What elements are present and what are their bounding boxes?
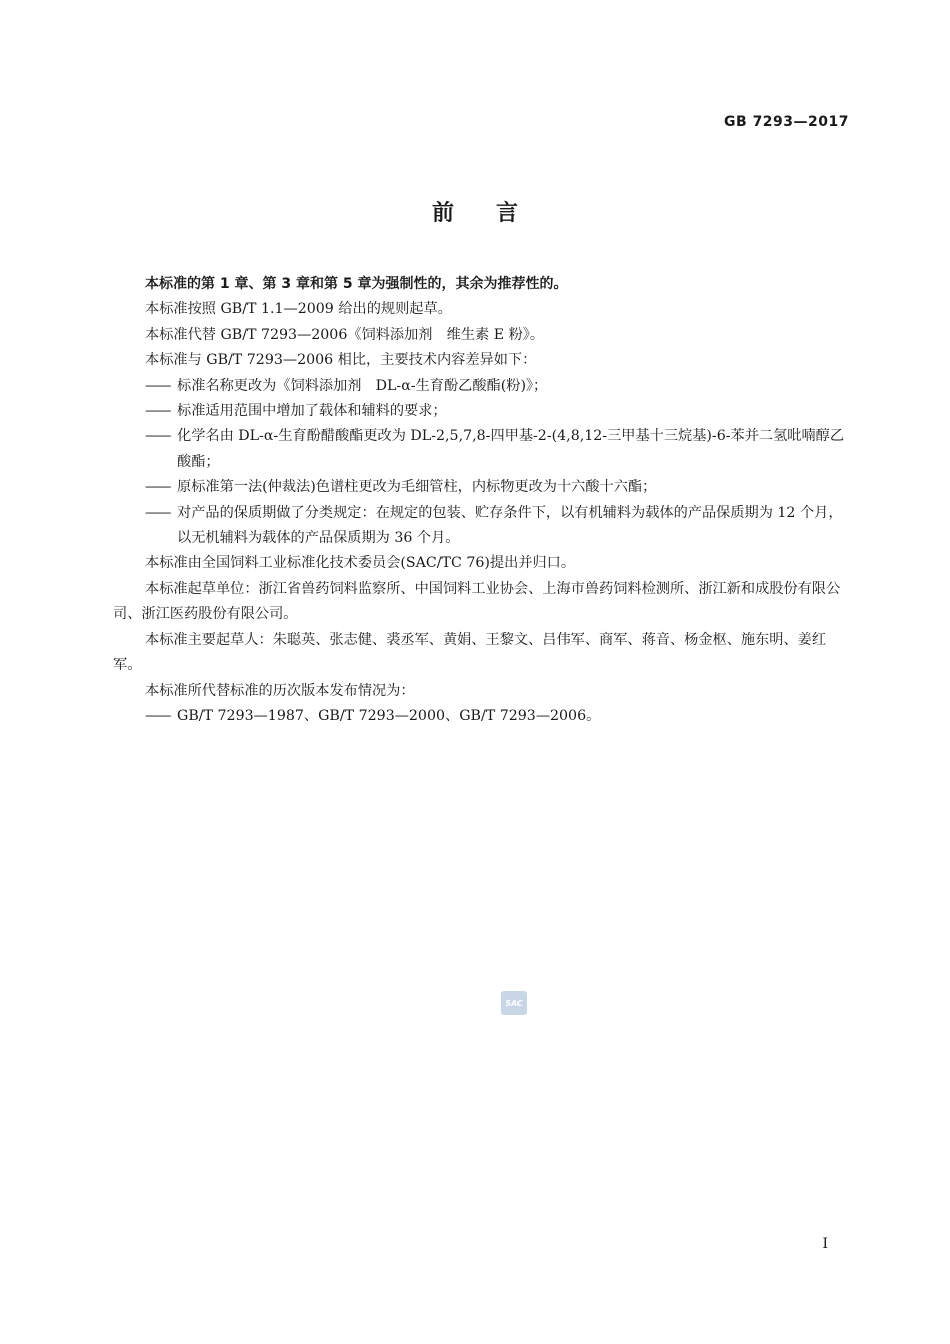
dash-mark: —— bbox=[145, 504, 170, 521]
differences-intro-paragraph: 本标准与 GB/T 7293—2006 相比，主要技术内容差异如下： bbox=[145, 352, 537, 369]
drafters-paragraph: 本标准主要起草人：朱聪英、张志健、裘丞军、黄娟、王黎文、吕伟军、商军、蒋音、杨金枢、施东明、姜红军。 bbox=[113, 631, 827, 674]
page-title: 前言 bbox=[431, 201, 560, 226]
dash-mark: —— bbox=[145, 479, 170, 496]
replacement-paragraph: 本标准代替 GB/T 7293—2006《饲料添加剂 维生素 E 粉》。 bbox=[145, 326, 545, 343]
difference-item bbox=[113, 475, 850, 500]
drafting-rules-paragraph: 本标准按照 GB/T 1.1—2009 给出的规则起草。 bbox=[145, 301, 452, 318]
page-number: I bbox=[822, 1236, 828, 1252]
history-item bbox=[113, 704, 850, 729]
standard-code-header: GB 7293—2017 bbox=[724, 114, 849, 130]
history-intro-paragraph: 本标准所代替标准的历次版本发布情况为： bbox=[145, 682, 415, 699]
dash-mark: —— bbox=[145, 428, 170, 445]
difference-item bbox=[113, 374, 850, 399]
difference-item-text: 原标准第一法(仲裁法)色谱柱更改为毛细管柱，内标物更改为十六酸十六酯； bbox=[177, 479, 657, 496]
difference-item bbox=[113, 501, 850, 552]
difference-item bbox=[113, 424, 850, 475]
document-body bbox=[113, 272, 850, 729]
dash-mark: —— bbox=[145, 707, 170, 724]
dash-mark: —— bbox=[145, 377, 170, 394]
sac-watermark-logo: SAC bbox=[501, 991, 527, 1015]
difference-item-text: 对产品的保质期做了分类规定：在规定的包装、贮存条件下，以有机辅料为载体的产品保质期为 12 个月，以无机辅料为载体的产品保质期为 36 个月。 bbox=[177, 504, 843, 547]
difference-item bbox=[113, 399, 850, 424]
dash-mark: —— bbox=[145, 403, 170, 420]
history-item-text: GB/T 7293—1987、GB/T 7293—2000、GB/T 7293—2006。 bbox=[177, 707, 601, 724]
difference-item-text: 标准适用范围中增加了载体和辅料的要求； bbox=[177, 403, 447, 420]
mandatory-clause-paragraph: 本标准的第 1 章、第 3 章和第 5 章为强制性的，其余为推荐性的。 bbox=[145, 276, 568, 292]
difference-item-text: 标准名称更改为《饲料添加剂 DL-α-生育酚乙酸酯(粉)》； bbox=[177, 377, 548, 394]
committee-paragraph: 本标准由全国饲料工业标准化技术委员会(SAC/TC 76)提出并归口。 bbox=[145, 555, 576, 572]
difference-item-text: 化学名由 DL-α-生育酚醋酸酯更改为 DL-2,5,7,8-四甲基-2-(4,8,12-三甲基十三烷基)-6-苯并二氢吡喃醇乙酸酯； bbox=[177, 428, 845, 470]
drafting-units-paragraph: 本标准起草单位：浙江省兽药饲料监察所、中国饲料工业协会、上海市兽药饲料检测所、浙江新和成股份有限公司、浙江医药股份有限公司。 bbox=[113, 580, 841, 623]
